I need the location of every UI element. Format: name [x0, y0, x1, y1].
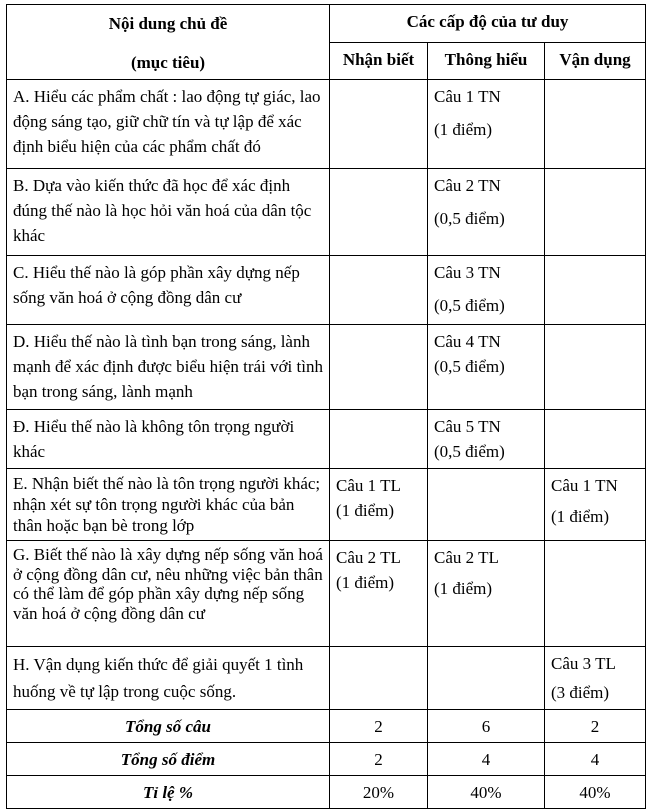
assessment-matrix-table — [6, 4, 646, 809]
percentage-row — [7, 776, 646, 809]
recognize-cell — [330, 169, 428, 256]
apply-cell: Câu 3 TL (3 điểm) — [545, 647, 646, 710]
apply-cell — [545, 410, 646, 469]
understand-cell: Câu 4 TN (0,5 điểm) — [428, 325, 545, 410]
recognize-cell — [330, 647, 428, 710]
total-points-recognize: 2 — [330, 743, 428, 776]
total-questions-recognize: 2 — [330, 710, 428, 743]
understand-cell — [428, 469, 545, 541]
total-questions-row — [7, 710, 646, 743]
topic-cell: A. Hiểu các phẩm chất : lao động tự giác, lao động sáng tạo, giữ chữ tín và tự lập để xác định biểu hiện của các phẩm chất đó — [7, 80, 330, 169]
total-questions-apply: 2 — [545, 710, 646, 743]
percentage-understand: 40% — [428, 776, 545, 809]
levels-header: Các cấp độ của tư duy — [330, 5, 646, 43]
recognize-cell: Câu 2 TL (1 điểm) — [330, 541, 428, 647]
apply-cell — [545, 256, 646, 325]
topic-cell: B. Dựa vào kiến thức đã học để xác định đúng thế nào là học hỏi văn hoá của dân tộc khác — [7, 169, 330, 256]
table-row — [7, 169, 646, 256]
topic-cell: C. Hiểu thế nào là góp phần xây dựng nếp sống văn hoá ở cộng đồng dân cư — [7, 256, 330, 325]
understand-cell: Câu 5 TN (0,5 điểm) — [428, 410, 545, 469]
total-points-label: Tổng số điểm — [7, 743, 330, 776]
table-row — [7, 256, 646, 325]
apply-column-header: Vận dụng — [545, 42, 646, 80]
table-row — [7, 410, 646, 469]
topic-cell: H. Vận dụng kiến thức để giải quyết 1 tình huống về tự lập trong cuộc sống. — [7, 647, 330, 710]
recognize-cell — [330, 80, 428, 169]
topic-header-title: Nội dung chủ đề — [108, 14, 228, 33]
table-row — [7, 80, 646, 169]
apply-cell: Câu 1 TN (1 điểm) — [545, 469, 646, 541]
topic-cell: E. Nhận biết thế nào là tôn trọng người khác; nhận xét sự tôn trọng người khác của bản thân hoặc bạn bè trong lớp — [7, 469, 330, 541]
recognize-cell — [330, 410, 428, 469]
topic-cell: Đ. Hiểu thế nào là không tôn trọng người khác — [7, 410, 330, 469]
table-row — [7, 541, 646, 647]
apply-cell — [545, 325, 646, 410]
recognize-cell — [330, 325, 428, 410]
recognize-cell: Câu 1 TL (1 điểm) — [330, 469, 428, 541]
total-points-apply: 4 — [545, 743, 646, 776]
total-questions-understand: 6 — [428, 710, 545, 743]
topic-cell: D. Hiểu thế nào là tình bạn trong sáng, lành mạnh để xác định được biểu hiện trái với tình bạn trong sáng, lành mạnh — [7, 325, 330, 410]
recognize-column-header: Nhận biết — [330, 42, 428, 80]
understand-cell — [428, 647, 545, 710]
apply-cell — [545, 541, 646, 647]
apply-cell — [545, 169, 646, 256]
apply-cell — [545, 80, 646, 169]
percentage-apply: 40% — [545, 776, 646, 809]
total-questions-label: Tổng số câu — [7, 710, 330, 743]
understand-column-header: Thông hiểu — [428, 42, 545, 80]
percentage-recognize: 20% — [330, 776, 428, 809]
table-row — [7, 647, 646, 710]
understand-cell: Câu 3 TN (0,5 điểm) — [428, 256, 545, 325]
total-points-row — [7, 743, 646, 776]
topic-cell: G. Biết thế nào là xây dựng nếp sống văn hoá ở cộng đồng dân cư, nêu những việc bản thân có thể làm để góp phần xây dựng nếp sống văn hoá ở cộng đồng dân cư — [7, 541, 330, 647]
understand-cell: Câu 2 TL (1 điểm) — [428, 541, 545, 647]
understand-cell: Câu 2 TN (0,5 điểm) — [428, 169, 545, 256]
recognize-cell — [330, 256, 428, 325]
topic-header-subtitle: (mục tiêu) — [130, 53, 206, 72]
table-row — [7, 469, 646, 541]
understand-cell: Câu 1 TN (1 điểm) — [428, 80, 545, 169]
topic-header — [7, 5, 330, 80]
table-row — [7, 325, 646, 410]
percentage-label: Tỉ lệ % — [7, 776, 330, 809]
total-points-understand: 4 — [428, 743, 545, 776]
